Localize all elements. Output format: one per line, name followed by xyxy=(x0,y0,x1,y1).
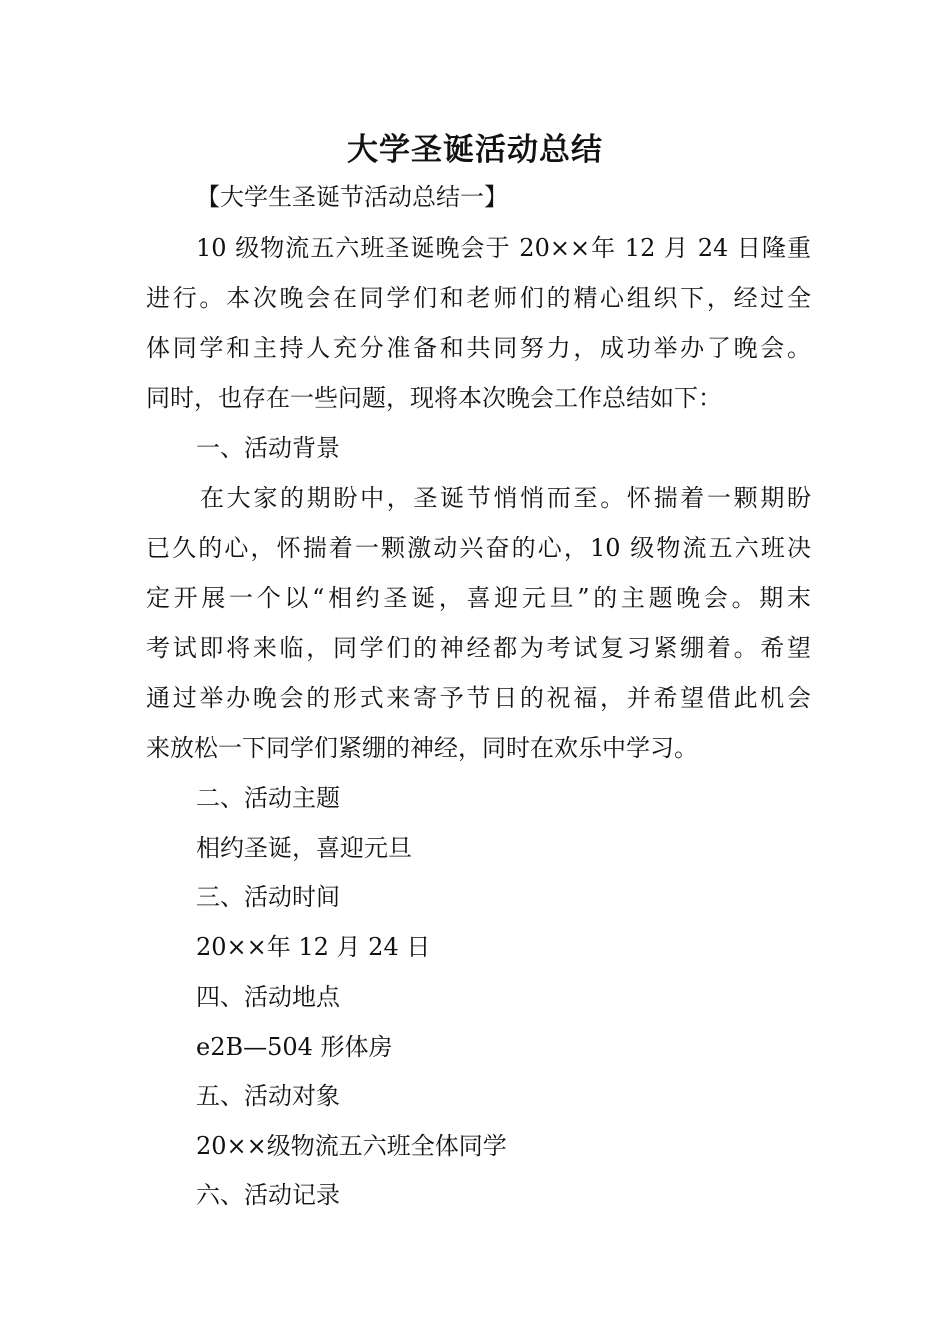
section-heading: 六、活动记录 xyxy=(196,1181,340,1209)
document-subtitle: 【大学生圣诞节活动总结一】 xyxy=(196,183,508,211)
section-heading: 一、活动背景 xyxy=(196,434,340,462)
paragraph-line: 来放松一下同学们紧绷的神经，同时在欢乐中学习。 xyxy=(146,734,698,762)
section-body: e2B—504 形体房 xyxy=(196,1033,393,1061)
paragraph-line: 已久的心，怀揣着一颗激动兴奋的心，10 级物流五六班决 xyxy=(146,534,811,562)
paragraph-line: 体同学和主持人充分准备和共同努力，成功举办了晚会。 xyxy=(146,334,811,362)
paragraph-line: 定开展一个以“相约圣诞，喜迎元旦”的主题晚会。期末 xyxy=(146,584,811,612)
section-heading: 五、活动对象 xyxy=(196,1082,340,1110)
paragraph-line: 通过举办晚会的形式来寄予节日的祝福，并希望借此机会 xyxy=(146,684,811,712)
section-heading: 四、活动地点 xyxy=(196,983,340,1011)
section-heading: 二、活动主题 xyxy=(196,784,340,812)
paragraph-line: 进行。本次晚会在同学们和老师们的精心组织下，经过全 xyxy=(146,284,811,312)
paragraph-line: 考试即将来临，同学们的神经都为考试复习紧绷着。希望 xyxy=(146,634,811,662)
section-body: 20××年 12 月 24 日 xyxy=(196,933,431,961)
section-body: 20××级物流五六班全体同学 xyxy=(196,1132,507,1160)
section-body: 相约圣诞，喜迎元旦 xyxy=(196,834,412,862)
paragraph-line: 10 级物流五六班圣诞晚会于 20××年 12 月 24 日隆重 xyxy=(196,234,811,262)
section-heading: 三、活动时间 xyxy=(196,883,340,911)
paragraph-line: 在大家的期盼中，圣诞节悄悄而至。怀揣着一颗期盼 xyxy=(200,484,811,512)
document-title: 大学圣诞活动总结 xyxy=(347,132,603,168)
paragraph-line: 同时，也存在一些问题，现将本次晚会工作总结如下： xyxy=(146,384,722,412)
